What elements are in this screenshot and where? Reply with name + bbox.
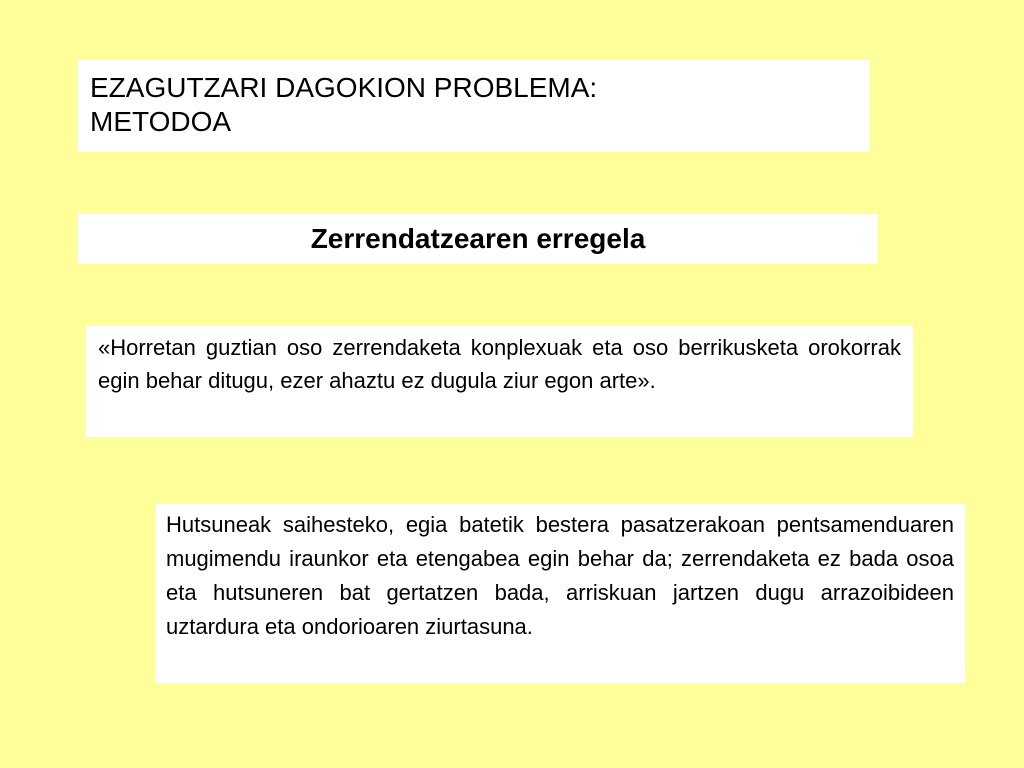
subtitle: Zerrendatzearen erregela — [310, 223, 646, 254]
explanation-text: Hutsuneak saihesteko, egia batetik bestera pasatzerakoan pentsamenduaren mugimendu iraunkor eta etengabea egin behar da; zerrendaketa ez bada osoa eta hutsuneren bat gertatzen bada, arriskuan jartzen dugu arrazoibideen uztardura eta ondorioaren ziurtasuna. — [166, 512, 954, 639]
explanation-box — [155, 503, 965, 683]
title-line-2: METODOA — [90, 106, 232, 137]
quote-box — [86, 325, 913, 437]
quote-text: «Horretan guztian oso zerrendaketa konplexuak eta oso berrikusketa orokorrak egin behar ditugu, ezer ahaztu ez dugula ziur egon arte». — [98, 335, 901, 393]
title-box — [78, 60, 870, 152]
title-line-1: EZAGUTZARI DAGOKION PROBLEMA: — [90, 72, 598, 103]
subtitle-box — [78, 214, 878, 264]
